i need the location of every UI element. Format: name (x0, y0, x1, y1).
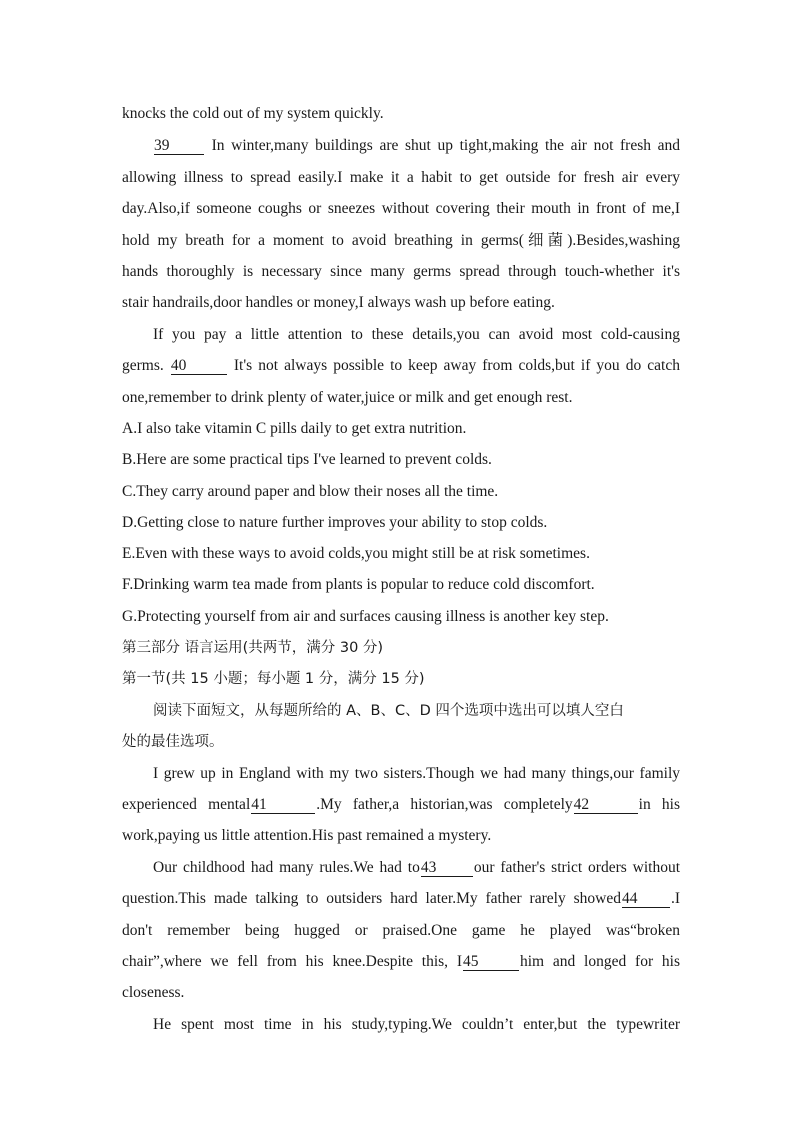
option-a: A.I also take vitamin C pills daily to get extra nutrition. (122, 420, 467, 437)
option-b: B.Here are some practical tips I've learned to prevent colds. (122, 451, 492, 468)
passage-text: knocks the cold out of my system quickly. (122, 105, 384, 122)
cloze-line (153, 764, 680, 784)
answer-blank-40[interactable]: 40 (171, 357, 227, 375)
cloze-line (153, 1015, 680, 1035)
answer-blank-45[interactable]: 45 (463, 953, 519, 971)
cloze-text: work,paying us little attention.His past remained a mystery. (122, 827, 492, 844)
answer-blank-44[interactable]: 44 (622, 890, 670, 908)
cloze-line (122, 826, 680, 846)
passage-text: hold my breath for a moment to avoid breathing in germs(细菌).Besides,washing (122, 232, 680, 249)
passage-text: stair handrails,door handles or money,I always wash up before eating. (122, 294, 555, 311)
cloze-line (122, 795, 680, 815)
passage-text: It's not always possible to keep away from colds,but if you do catch (233, 357, 680, 374)
passage-line (153, 136, 680, 156)
passage-text: In winter,many buildings are shut up tight,making the air not fresh and (211, 137, 681, 154)
cloze-text: Our childhood had many rules.We had to (153, 859, 420, 876)
cloze-text: experienced mental (122, 796, 251, 813)
cloze-text: him and longed for his (519, 953, 680, 970)
passage-text: one,remember to drink plenty of water,juice or milk and get enough rest. (122, 389, 573, 406)
passage-line (122, 168, 680, 188)
passage-text: day.Also,if someone coughs or sneezes without covering their mouth in front of me,I (122, 200, 680, 217)
passage-line (122, 293, 680, 313)
passage-line (122, 104, 680, 124)
instruction-line: 阅读下面短文，从每题所给的 A、B、C、D 四个选项中选出可以填人空白 (153, 703, 624, 719)
passage-text: germs. (122, 357, 164, 374)
passage-text: If you pay a little attention to these details,you can avoid most cold-causing (153, 326, 680, 343)
option-e: E.Even with these ways to avoid colds,you might still be at risk sometimes. (122, 545, 590, 562)
option-g: G.Protecting yourself from air and surfaces causing illness is another key step. (122, 608, 609, 625)
cloze-line (122, 983, 680, 1003)
cloze-text: .My father,a historian,was completely (316, 796, 573, 813)
cloze-text: chair”,where we fell from his knee.Despite this, I (122, 953, 462, 970)
answer-blank-41[interactable]: 41 (251, 796, 315, 814)
cloze-text: I grew up in England with my two sisters.Though we had many things,our family (153, 765, 680, 782)
cloze-text: in his (638, 796, 680, 813)
cloze-text: .I (670, 890, 680, 907)
passage-line (122, 231, 680, 251)
answer-blank-39[interactable]: 39 (154, 137, 204, 155)
passage-line (122, 356, 680, 376)
instruction-line: 处的最佳选项。 (122, 734, 224, 750)
passage-line (122, 388, 680, 408)
option-c: C.They carry around paper and blow their noses all the time. (122, 483, 499, 500)
cloze-line (153, 858, 680, 878)
cloze-line (122, 921, 680, 941)
passage-line (122, 262, 680, 282)
cloze-line (122, 889, 680, 909)
cloze-line (122, 952, 680, 972)
subsection-title: 第一节(共 15 小题；每小题 1 分，满分 15 分) (122, 671, 425, 687)
cloze-text: closeness. (122, 984, 185, 1001)
passage-text: hands thoroughly is necessary since many germs spread through touch-whether it's (122, 263, 680, 280)
answer-blank-42[interactable]: 42 (574, 796, 638, 814)
answer-blank-43[interactable]: 43 (421, 859, 473, 877)
passage-line (153, 325, 680, 345)
option-f: F.Drinking warm tea made from plants is popular to reduce cold discomfort. (122, 576, 595, 593)
part-title: 第三部分 语言运用(共两节，满分 30 分) (122, 640, 384, 656)
cloze-text: don't remember being hugged or praised.One game he played was“broken (122, 922, 680, 939)
cloze-text: question.This made talking to outsiders hard later.My father rarely showed (122, 890, 621, 907)
cloze-text: He spent most time in his study,typing.We couldn’t enter,but the typewriter (153, 1016, 680, 1033)
cloze-text: our father's strict orders without (473, 859, 681, 876)
passage-line (122, 199, 680, 219)
option-d: D.Getting close to nature further improves your ability to stop colds. (122, 514, 548, 531)
passage-text: allowing illness to spread easily.I make it a habit to get outside for fresh air every (122, 169, 680, 186)
